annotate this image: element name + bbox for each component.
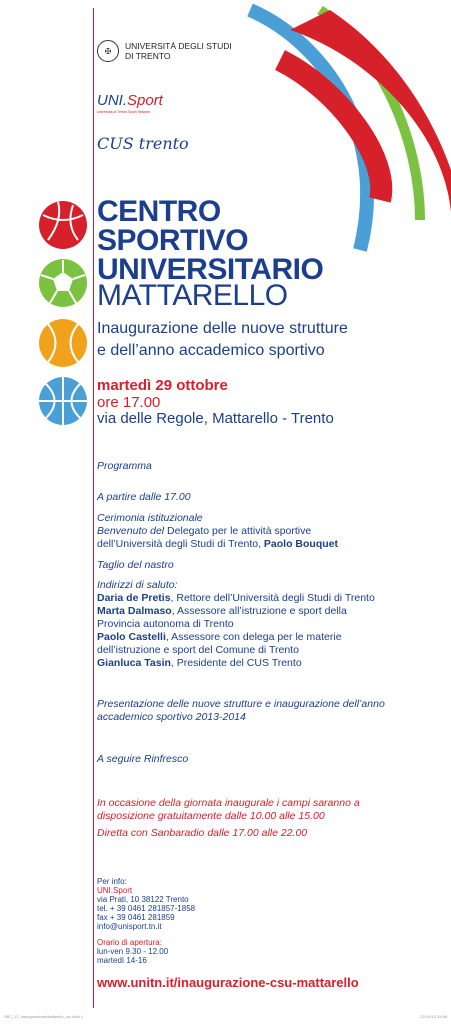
event-place: via delle Regole, Mattarello - Trento [97,410,334,427]
footer-left: SBT_12_InaugurazioneMattarello_loc.indd 1 [4,1014,83,1019]
speaker3-role: , Assessore con delega per le materie [165,631,342,643]
subtitle-line2: e dell’anno accademico sportivo [97,342,325,359]
speaker3-name: Paolo Castelli [97,631,166,643]
info-hours2: martedì 14-16 [97,956,147,965]
programme-start: A partire dalle 17.00 [97,491,191,503]
welcome-c: dell’Università degli Studi di Trento, [97,538,264,550]
unisport-logo-a: UNI. [97,92,127,109]
speaker2-role2: Provincia autonoma di Trento [97,618,234,630]
event-url-link[interactable]: www.unitn.it/inaugurazione-csu-mattarello [97,975,359,990]
info-hours1: lun-ven 9.30 - 12.00 [97,947,169,956]
programme-note [97,797,417,840]
programme-greetings [97,579,417,670]
title-line3: UNIVERSITARIO [97,253,324,286]
note-line1: In occasione della giornata inaugurale i campi saranno a [97,797,360,809]
info-tel: tel. + 39 0461 281857-1858 [97,904,196,913]
info-label: Per info: [97,877,127,886]
welcome-name: Paolo Bouquet [263,538,339,550]
speaker4-name: Gianluca Tasin [97,657,171,669]
unisport-logo-sub: Università di Trento Sport Network [97,110,151,114]
university-name-line2: DI TRENTO [125,51,171,61]
welcome-a: Benvenuto del [97,525,165,537]
cus-trento-logo: CUS trento [97,134,189,153]
unisport-logo [97,92,163,114]
subtitle-line1: Inaugurazione delle nuove strutture [97,320,348,337]
programme-ceremony [97,512,417,551]
title-line2: SPORTIVO [97,224,249,257]
welcome-b: Delegato per le attività sportive [164,525,312,537]
tennis-ball-icon [38,318,88,368]
ceremony-label: Cerimonia istituzionale [97,512,203,524]
event-time: ore 17.00 [97,394,161,411]
subtitle [97,318,397,362]
greetings-label: Indirizzi di saluto: [97,579,178,591]
info-fax: fax + 39 0461 281859 [97,913,175,922]
university-logo [97,40,232,62]
speaker3-role2: dell’istruzione e sport del Comune di Trento [97,644,299,656]
speaker2-name: Marta Dalmaso [97,605,172,617]
info-org: UNI.Sport [97,886,133,895]
volleyball-icon [38,200,88,250]
programme-heading: Programma [97,460,152,472]
unisport-logo-b: Sport [127,92,163,109]
note-line3: Diretta con Sanbaradio dalle 17.00 alle 22.00 [97,827,308,839]
speaker4-role: , Presidente del CUS Trento [170,657,302,669]
programme-presentation [97,698,417,724]
info-address: via Prati, 10 38122 Trento [97,895,189,904]
football-icon [38,258,88,308]
contact-info [97,877,195,965]
speaker1-role: , Rettore dell’Università degli Studi di Trento [170,592,375,604]
info-email[interactable]: info@unisport.tn.it [97,922,162,931]
speaker2-role: , Assessore all’istruzione e sport della [171,605,347,617]
programme-refresh: A seguire Rinfresco [97,753,189,765]
presentation-line2: accademico sportivo 2013-2014 [97,711,246,723]
presentation-line1: Presentazione delle nuove strutture e inaugurazione dell’anno [97,698,385,710]
speaker1-name: Daria de Pretis [97,592,171,604]
note-line2: disposizione gratuitamente dalle 10.00 alle 15.00 [97,810,325,822]
programme-ribbon: Taglio del nastro [97,559,174,571]
print-footer [4,1014,447,1019]
basketball-icon [38,376,88,426]
info-hours-label: Orario di apertura: [97,938,162,947]
title-line4: MATTARELLO [97,279,288,312]
title-line1: CENTRO [97,195,221,228]
university-seal-icon: ✠ [97,40,119,62]
footer-right: 22/10/13 15:56 [420,1014,447,1019]
event-date: martedì 29 ottobre [97,377,228,394]
title-bold [97,197,323,284]
university-name-line1: UNIVERSITÀ DEGLI STUDI [125,41,232,51]
